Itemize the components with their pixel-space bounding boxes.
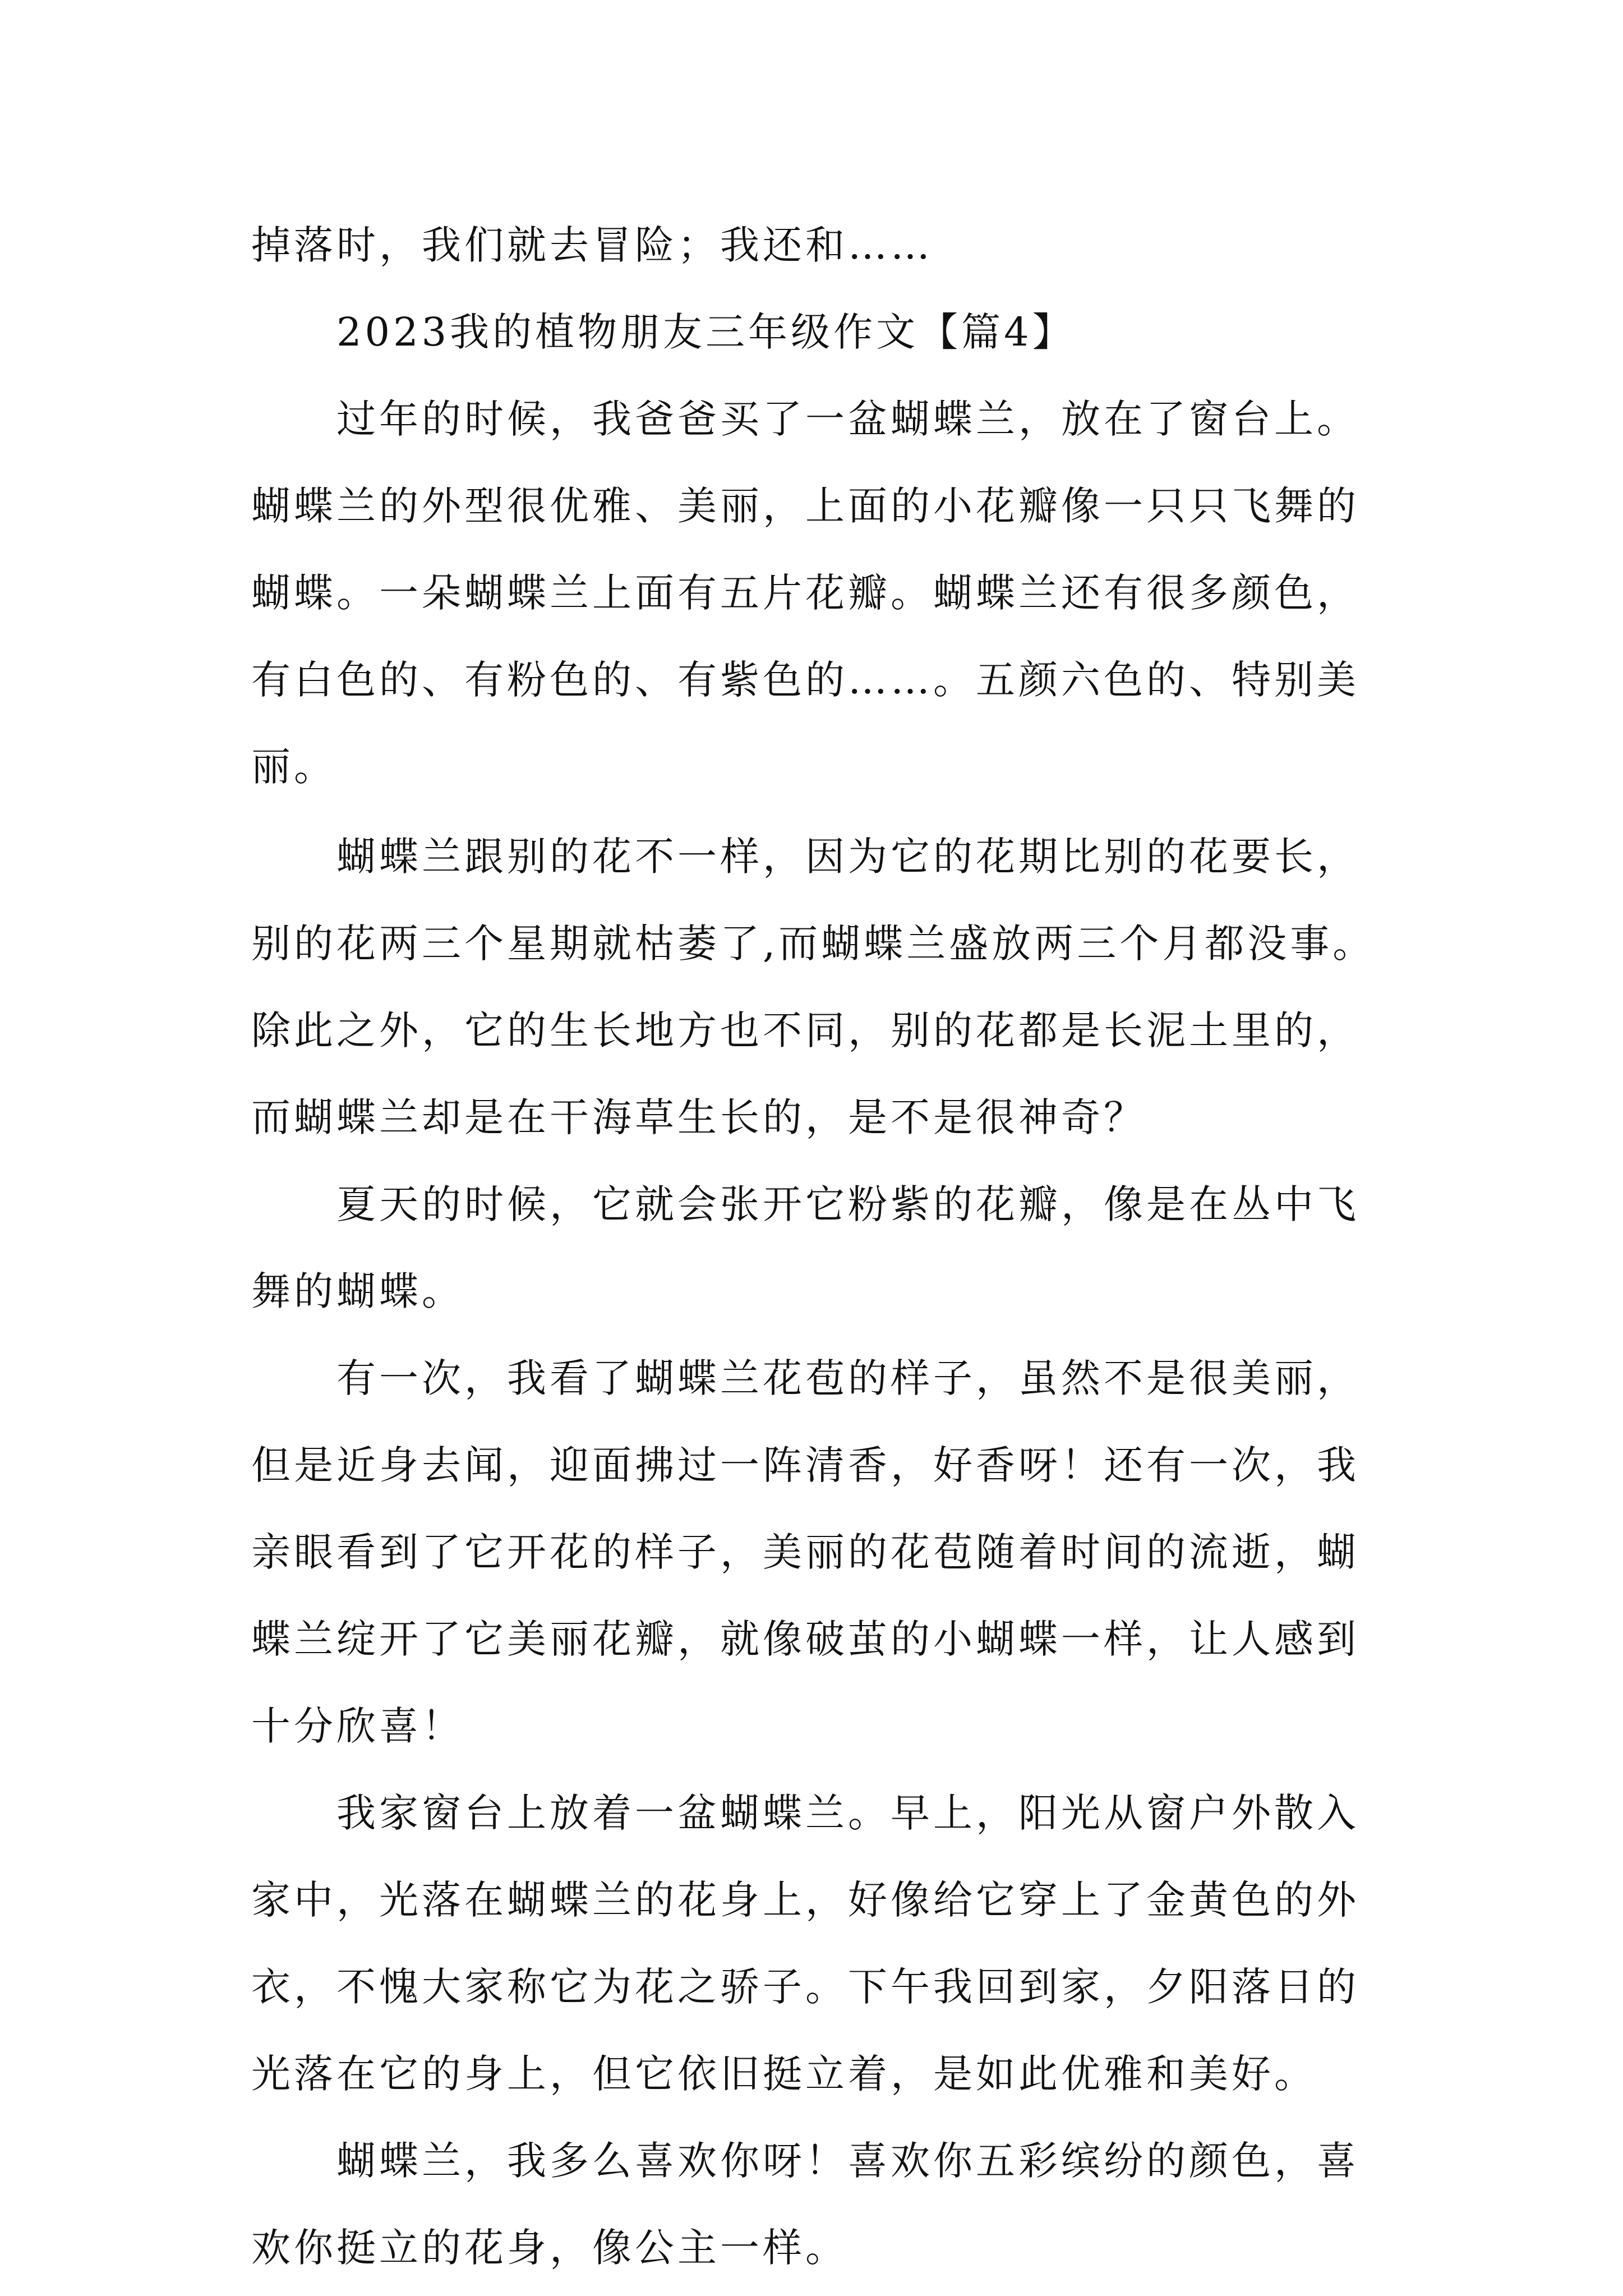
paragraph-2-line: 除此之外，它的生长地方也不同，别的花都是长泥土里的， — [251, 1007, 1359, 1053]
paragraph-3-line: 夏天的时候，它就会张开它粉紫的花瓣，像是在丛中飞 — [336, 1181, 1359, 1227]
paragraph-4-line: 十分欣喜！ — [251, 1703, 464, 1749]
paragraph-5-line: 我家窗台上放着一盆蝴蝶兰。早上，阳光从窗户外散入 — [336, 1790, 1359, 1836]
paragraph-1-line: 蝴蝶。一朵蝴蝶兰上面有五片花瓣。蝴蝶兰还有很多颜色， — [251, 570, 1359, 616]
paragraph-2-line: 蝴蝶兰跟别的花不一样，因为它的花期比别的花要长， — [336, 834, 1359, 880]
paragraph-1-line: 丽。 — [251, 744, 336, 790]
text-line: 掉落时，我们就去冒险；我还和…… — [251, 222, 933, 268]
paragraph-4-line: 亲眼看到了它开花的样子，美丽的花苞随着时间的流逝，蝴 — [251, 1529, 1359, 1575]
paragraph-6-line: 蝴蝶兰，我多么喜欢你呀！喜欢你五彩缤纷的颜色，喜 — [336, 2138, 1359, 2184]
paragraph-6-line: 欢你挺立的花身，像公主一样。 — [251, 2225, 848, 2271]
paragraph-1-line: 蝴蝶兰的外型很优雅、美丽，上面的小花瓣像一只只飞舞的 — [251, 483, 1359, 529]
essay-body — [251, 202, 1384, 2292]
paragraph-4-line: 但是近身去闻，迎面拂过一阵清香，好香呀！还有一次，我 — [251, 1442, 1359, 1488]
paragraph-5-line: 光落在它的身上，但它依旧挺立着，是如此优雅和美好。 — [251, 2051, 1317, 2097]
paragraph-1-line: 有白色的、有粉色的、有紫色的……。五颜六色的、特别美 — [251, 657, 1359, 703]
paragraph-2-line: 而蝴蝶兰却是在干海草生长的，是不是很神奇？ — [251, 1094, 1146, 1140]
paragraph-4-line: 蝶兰绽开了它美丽花瓣，就像破茧的小蝴蝶一样，让人感到 — [251, 1616, 1359, 1662]
paragraph-4-line: 有一次，我看了蝴蝶兰花苞的样子，虽然不是很美丽， — [336, 1355, 1359, 1401]
essay-heading: 2023我的植物朋友三年级作文【篇4】 — [336, 309, 1075, 355]
paragraph-5-line: 衣，不愧大家称它为花之骄子。下午我回到家，夕阳落日的 — [251, 1964, 1359, 2010]
paragraph-1-line: 过年的时候，我爸爸买了一盆蝴蝶兰，放在了窗台上。 — [336, 396, 1359, 442]
paragraph-2-line: 别的花两三个星期就枯萎了,而蝴蝶兰盛放两三个月都没事。 — [251, 921, 1376, 967]
paragraph-5-line: 家中，光落在蝴蝶兰的花身上，好像给它穿上了金黄色的外 — [251, 1877, 1359, 1923]
paragraph-3-line: 舞的蝴蝶。 — [251, 1268, 464, 1314]
